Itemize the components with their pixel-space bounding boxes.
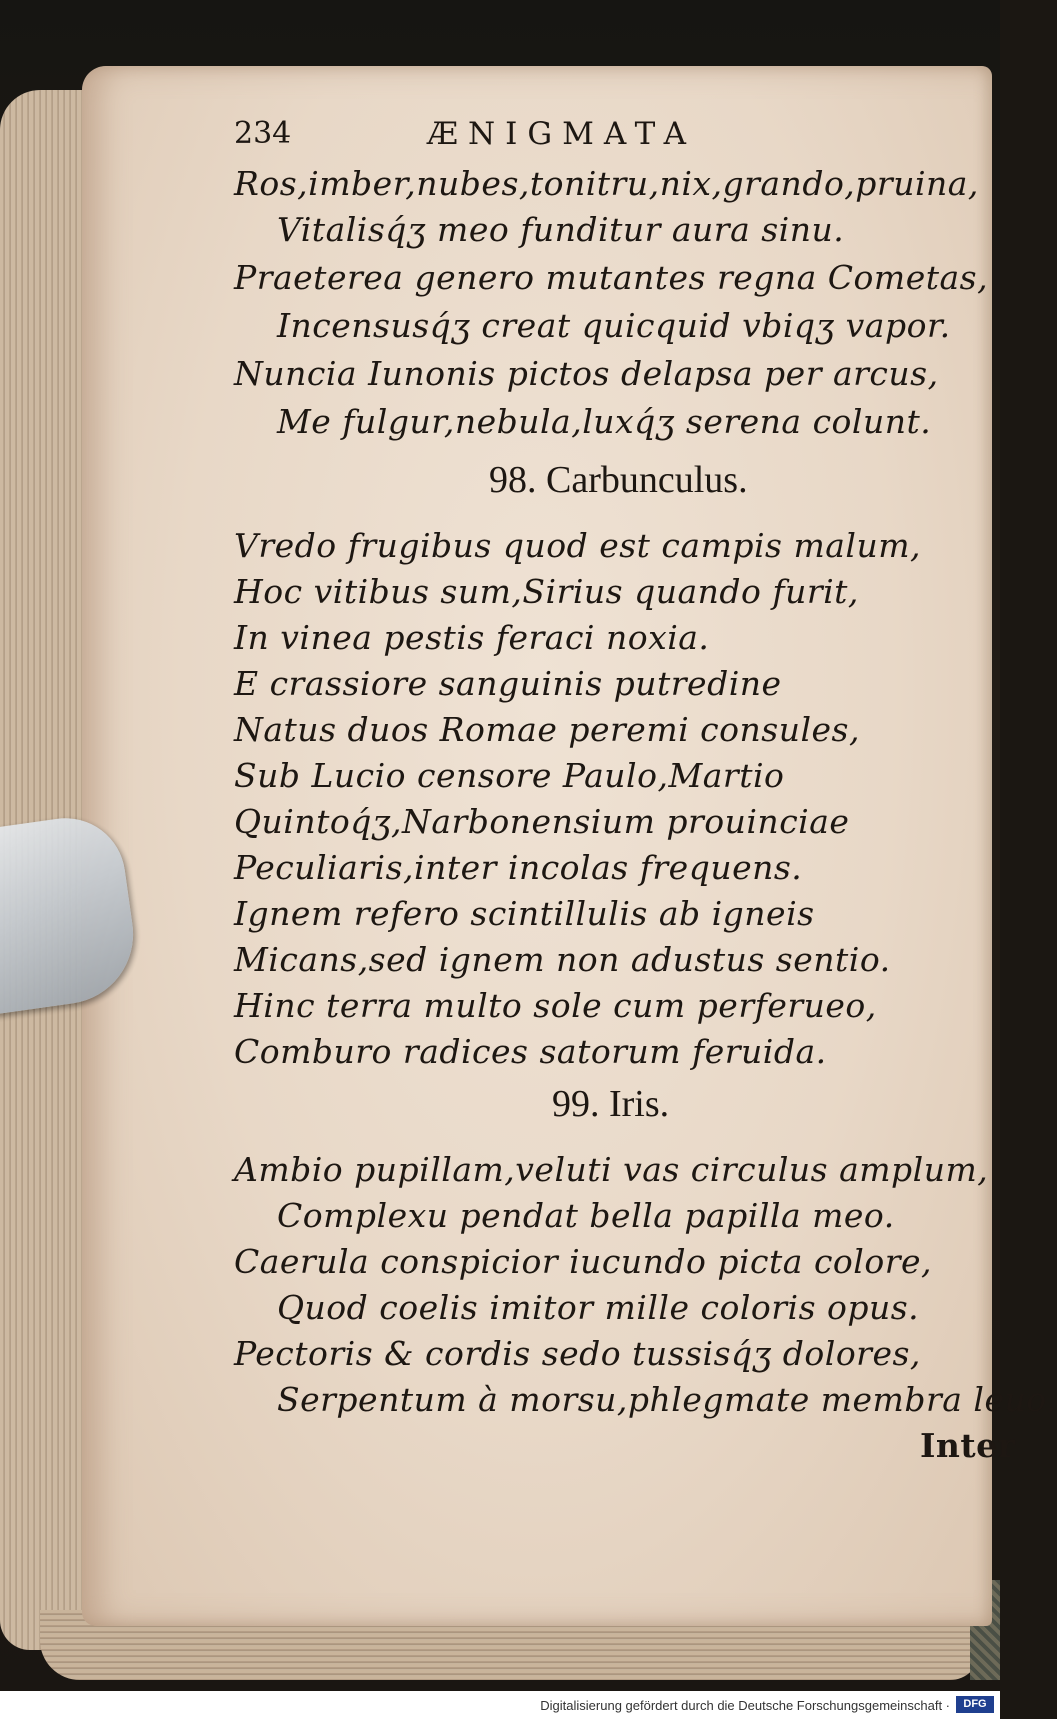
footer-credit: Digitalisierung gefördert durch die Deutsche Forschungsgemeinschaft · <box>540 1698 950 1713</box>
verse-line: Peculiaris,inter incolas frequens. <box>234 848 803 887</box>
verse-line: Caerula conspicior iucundo picta colore, <box>234 1242 933 1281</box>
verse-line: Complexu pendat bella papilla meo. <box>277 1196 895 1235</box>
verse-line: Vredo frugibus quod est campis malum, <box>234 526 922 565</box>
verse-line: Ambio pupillam,veluti vas circulus amplum, <box>234 1150 989 1189</box>
verse-line: Hinc terra multo sole cum perferueo, <box>234 986 877 1025</box>
verse-line: In vinea pestis feraci noxia. <box>234 618 710 657</box>
verse-line: Praeterea genero mutantes regna Cometas, <box>234 258 989 297</box>
verse-line: Micans,sed ignem non adustus sentio. <box>234 940 891 979</box>
verse-line: Vitalisq́ʒ meo funditur aura sinu. <box>277 210 845 249</box>
verse-line: Incensusq́ʒ creat quicquid vbiqʒ vapor. <box>277 306 951 345</box>
verse-line: Quintoq́ʒ,Narbonensium prouinciae <box>234 802 850 841</box>
verse-line: Hoc vitibus sum,Sirius quando furit, <box>234 572 859 611</box>
dfg-logo: DFG <box>956 1696 994 1713</box>
verse-line: E crassiore sanguinis putredine <box>234 664 782 703</box>
verse-line: Comburo radices satorum feruida. <box>234 1032 827 1071</box>
running-head: ÆNIGMATA <box>427 116 696 152</box>
verse-line: Ros,imber,nubes,tonitru,nix,grando,pruina, <box>234 164 979 203</box>
catchword: Inter <box>920 1426 1016 1465</box>
section-title-99: 99. Iris. <box>552 1083 670 1125</box>
footer-bar <box>0 1691 1000 1719</box>
section-title-98: 98. Carbunculus. <box>489 459 748 501</box>
verse-line: Natus duos Romae peremi consules, <box>234 710 860 749</box>
book-page <box>82 66 1057 1626</box>
verse-line: Ignem refero scintillulis ab igneis <box>234 894 815 933</box>
verse-line: Me fulgur,nebula,luxq́ʒ serena colunt. <box>277 402 932 441</box>
verse-line: Pectoris & cordis sedo tussisq́ʒ dolores, <box>234 1334 921 1373</box>
verse-line: Quod coelis imitor mille coloris opus. <box>277 1288 920 1327</box>
verse-line: Sub Lucio censore Paulo,Martio <box>234 756 785 795</box>
page-number: 234 <box>234 116 292 151</box>
verse-line: Nuncia Iunonis pictos delapsa per arcus, <box>234 354 939 393</box>
verse-line: Serpentum à morsu,phlegmate membra leuo. <box>277 1380 1057 1419</box>
